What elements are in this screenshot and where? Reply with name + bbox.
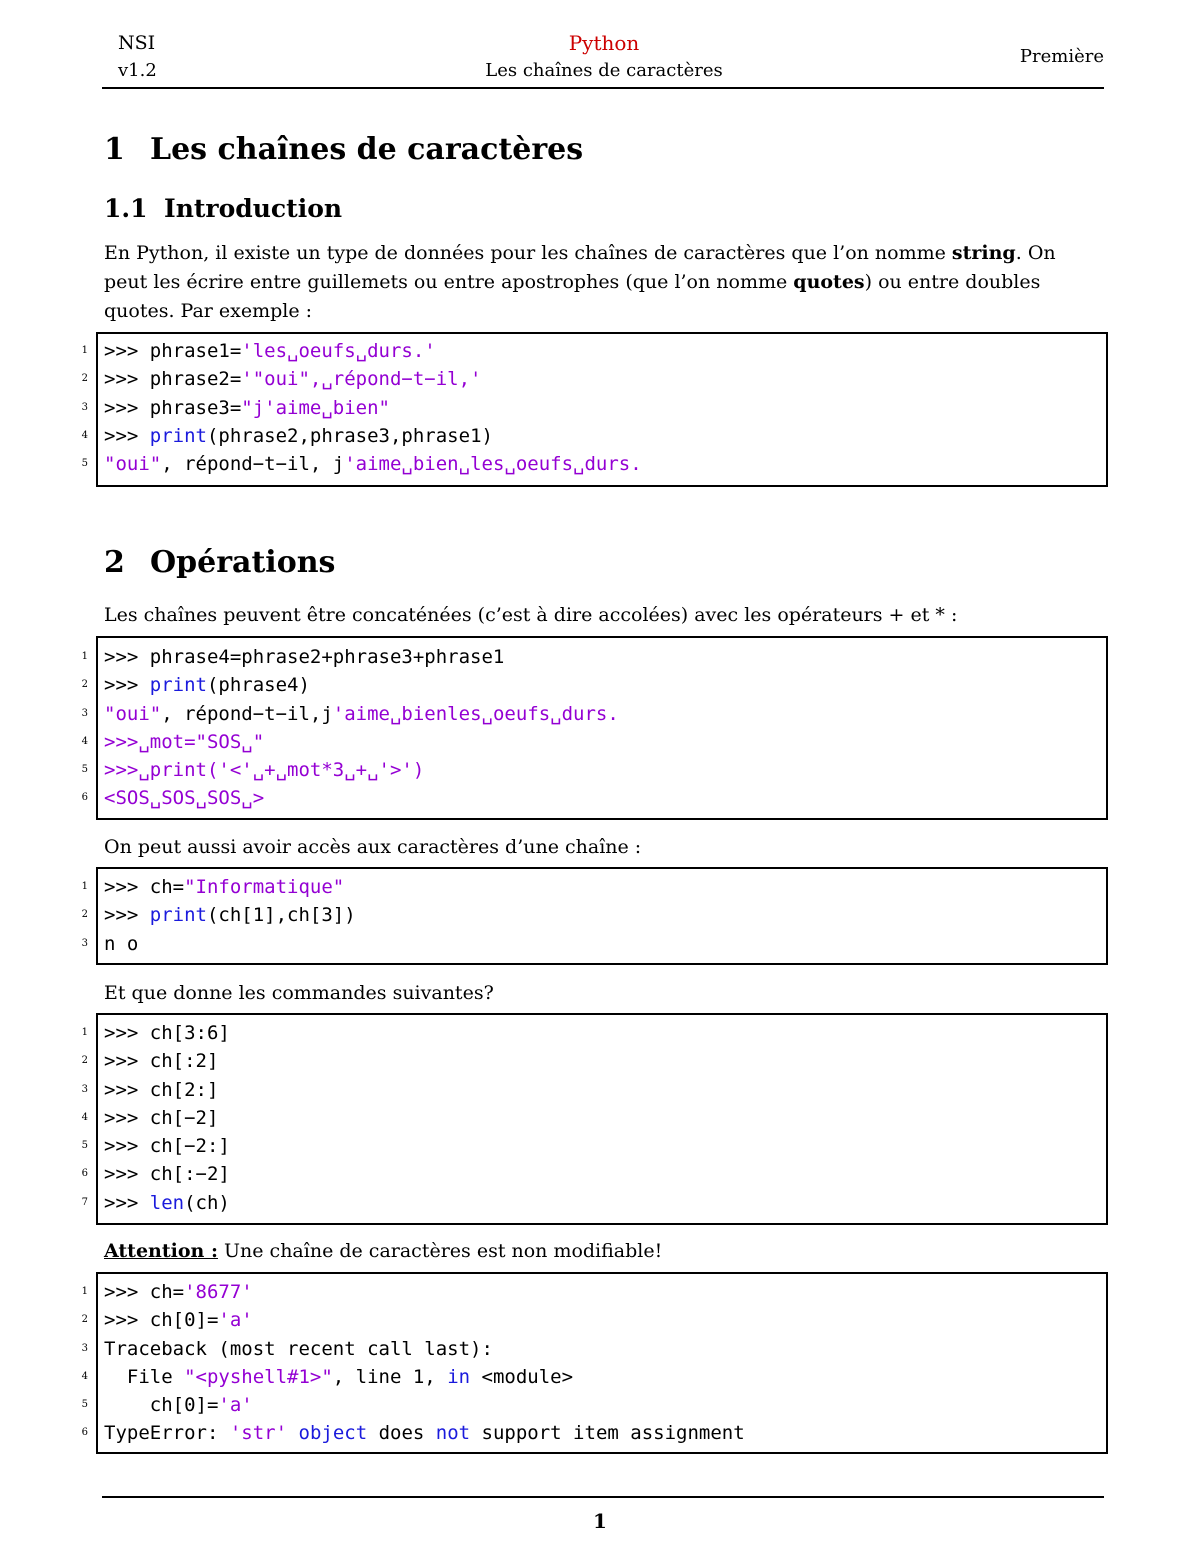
line-number: 1 [81, 345, 88, 356]
line-number: 6 [81, 792, 88, 804]
header-course: NSI [118, 32, 156, 54]
code-line: 3 Traceback (most recent call last): [98, 1335, 1106, 1363]
code-line: 6 >>> ch[:−2] [98, 1160, 1106, 1188]
access-paragraph: On peut aussi avoir accès aux caractères d’une chaîne : [104, 836, 642, 858]
code-line: 2 >>> print(phrase4) [98, 671, 1106, 699]
line-number: 2 [81, 1314, 88, 1326]
line-number: 2 [81, 373, 88, 385]
code-line: 2 >>> phrase2='"oui",␣répond−t−il,' [98, 365, 1106, 393]
code-line: 3 >>> phrase3="j'aime␣bien" [98, 394, 1106, 422]
code-line: 4 File "<pyshell#1>", line 1, in <module> [98, 1363, 1106, 1391]
line-number: 4 [81, 1370, 88, 1382]
code-line: 3 n o [98, 930, 1106, 958]
code-line: 5 "oui", répond−t−il, j'aime␣bien␣les␣oeufs␣durs. [98, 450, 1106, 478]
concat-paragraph: Les chaînes peuvent être concaténées (c’est à dire accolées) avec les opérateurs + et * : [104, 604, 958, 626]
code-line: 2 >>> ch[:2] [98, 1047, 1106, 1075]
code-line: 3 >>> ch[2:] [98, 1076, 1106, 1104]
line-number: 3 [81, 401, 88, 413]
header-version: v1.2 [118, 60, 157, 81]
code-line: 4 >>> print(phrase2,phrase3,phrase1) [98, 422, 1106, 450]
line-number: 1 [81, 651, 88, 662]
line-number: 5 [81, 1399, 88, 1411]
attention-paragraph: Attention : Une chaîne de caractères est non modifiable! [104, 1240, 663, 1262]
code-block-1 [81, 332, 1108, 487]
code-line: 5 >>> ch[−2:] [98, 1132, 1106, 1160]
code-line: 3 "oui", répond−t−il,j'aime␣bienles␣oeufs␣durs. [98, 700, 1106, 728]
line-number: 1 [81, 881, 88, 892]
code-line: 6 <SOS␣SOS␣SOS␣> [98, 784, 1106, 812]
code-line: 1 >>> phrase1='les␣oeufs␣durs.' [98, 337, 1106, 365]
line-number: 2 [81, 1055, 88, 1067]
line-number: 5 [81, 458, 88, 470]
line-number: 3 [81, 1083, 88, 1095]
line-number: 5 [81, 1140, 88, 1152]
header-level: Première [1019, 46, 1104, 67]
line-number: 4 [81, 1111, 88, 1123]
code-line: 4 >>> ch[−2] [98, 1104, 1106, 1132]
header-subject: Python [568, 31, 640, 55]
code-line: 6 TypeError: 'str' object does not support item assignment [98, 1419, 1106, 1447]
line-number: 1 [81, 1286, 88, 1297]
intro-paragraph: En Python, il existe un type de données pour les chaînes de caractères que l’on nomme string. On peut les écrire entre guillemets ou entre apostrophes (que l’on nomme quotes) ou entre doubles quotes. Par exemple : [104, 242, 1056, 322]
question-paragraph: Et que donne les commandes suivantes? [104, 982, 494, 1004]
header-rule [102, 87, 1104, 89]
code-line: 7 >>> len(ch) [98, 1189, 1106, 1217]
line-number: 6 [81, 1427, 88, 1439]
code-line: 1 >>> ch="Informatique" [98, 873, 1106, 901]
code-block-2 [81, 636, 1108, 820]
line-number: 1 [81, 1027, 88, 1038]
code-line: 5 ch[0]='a' [98, 1391, 1106, 1419]
line-number: 3 [81, 1342, 88, 1354]
line-number: 4 [81, 735, 88, 747]
page-header [104, 28, 1104, 86]
line-number: 3 [81, 707, 88, 719]
code-line: 2 >>> ch[0]='a' [98, 1306, 1106, 1334]
code-line: 4 >>>␣mot="SOS␣" [98, 728, 1106, 756]
header-chapter: Les chaînes de caractères [485, 60, 723, 81]
line-number: 7 [81, 1196, 88, 1208]
code-line: 1 >>> ch='8677' [98, 1278, 1106, 1306]
line-number: 2 [81, 679, 88, 691]
page-number: 1 [593, 1509, 607, 1533]
line-number: 4 [81, 429, 88, 441]
code-line: 5 >>>␣print('<'␣+␣mot*3␣+␣'>') [98, 756, 1106, 784]
line-number: 2 [81, 909, 88, 921]
code-block-3 [81, 867, 1108, 965]
section-2-heading: 2 Opérations [104, 545, 336, 580]
code-block-5 [81, 1272, 1108, 1454]
attention-label: Attention : [104, 1240, 218, 1262]
footer-rule [102, 1496, 1104, 1498]
section-1-heading: 1 Les chaînes de caractères [104, 132, 584, 167]
line-number: 3 [81, 937, 88, 949]
code-line: 1 >>> ch[3:6] [98, 1019, 1106, 1047]
line-number: 5 [81, 764, 88, 776]
subsection-1-1-heading: 1.1 Introduction [104, 194, 343, 223]
code-line: 1 >>> phrase4=phrase2+phrase3+phrase1 [98, 643, 1106, 671]
line-number: 6 [81, 1168, 88, 1180]
code-block-4 [81, 1013, 1108, 1225]
code-line: 2 >>> print(ch[1],ch[3]) [98, 901, 1106, 929]
